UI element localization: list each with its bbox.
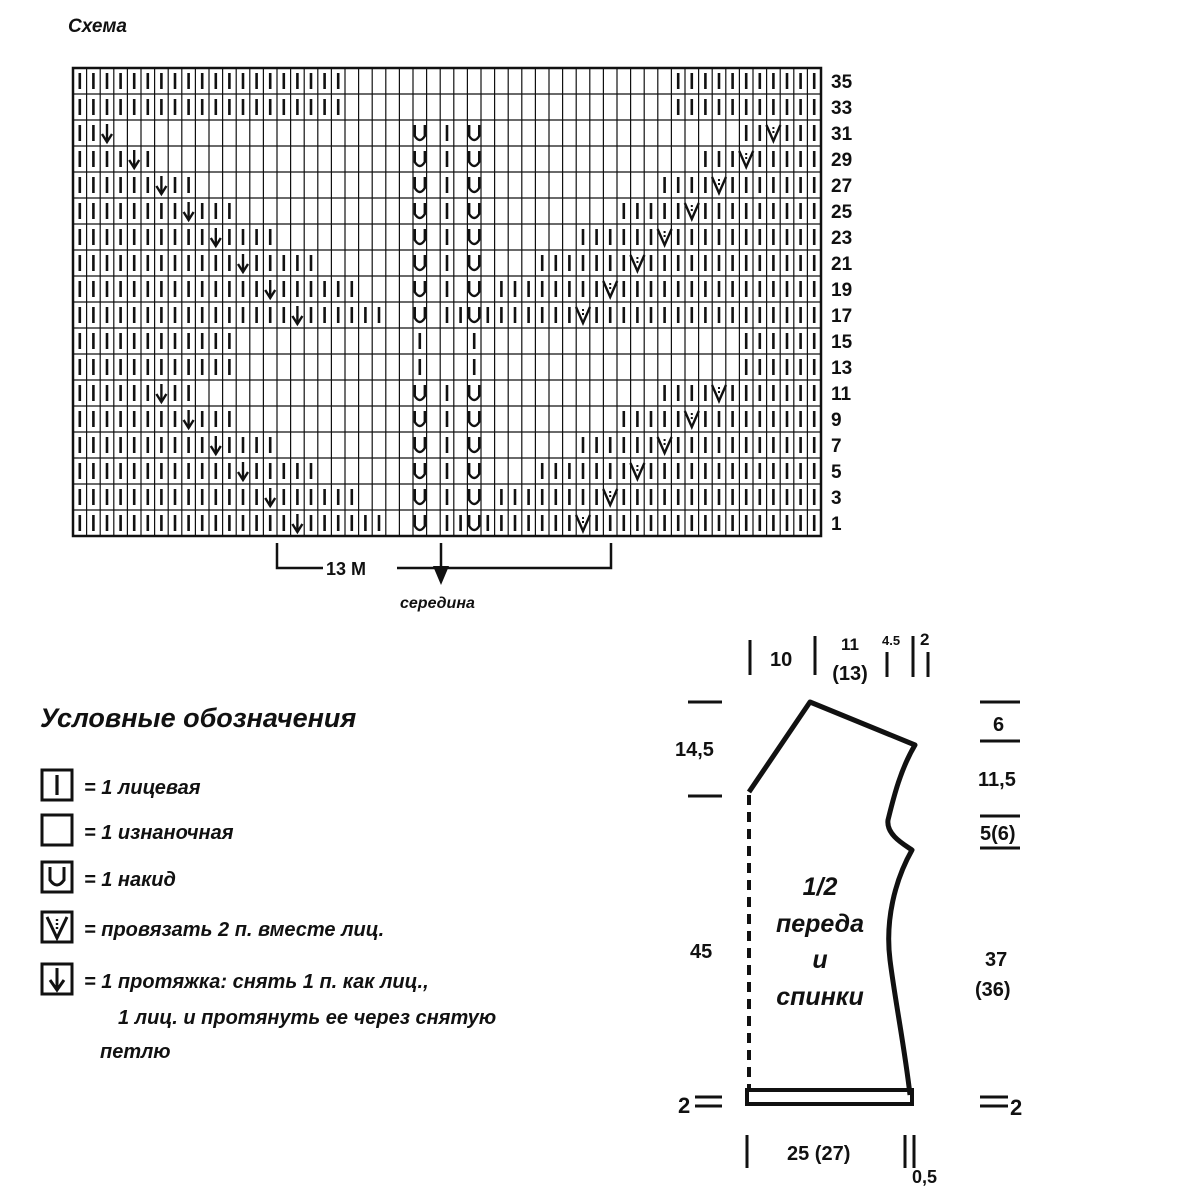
legend-text-line3: петлю xyxy=(100,1041,171,1063)
yarn-over-stitch xyxy=(469,255,479,270)
yarn-over-stitch xyxy=(415,463,425,478)
yarn-over-stitch xyxy=(469,411,479,426)
yarn-over-stitch xyxy=(415,229,425,244)
row-label: 11 xyxy=(831,384,852,405)
k2tog-stitch xyxy=(576,307,590,323)
ssk-stitch xyxy=(184,410,194,428)
ssk-stitch xyxy=(156,176,166,194)
legend-item-yarn-over xyxy=(42,862,176,892)
bottom-dimensions xyxy=(747,1135,937,1187)
bottom-dim-extra: 0,5 xyxy=(912,1167,938,1187)
yarn-over-stitch xyxy=(415,255,425,270)
legend-title: Условные обозначения xyxy=(40,703,357,733)
right-dim-neck: 6 xyxy=(993,714,1005,736)
yarn-over-stitch xyxy=(469,281,479,296)
k2tog-stitch xyxy=(630,463,644,479)
yarn-over-stitch xyxy=(469,151,479,166)
k2tog-stitch xyxy=(685,411,699,427)
purl-icon xyxy=(42,815,72,845)
row-label: 7 xyxy=(831,436,842,457)
legend-item-purl xyxy=(42,815,234,845)
k2tog-stitch xyxy=(658,229,672,245)
yarn-over-stitch xyxy=(415,151,425,166)
row-label: 29 xyxy=(831,150,853,171)
row-label: 17 xyxy=(831,306,853,327)
left-dim-hem: 2 xyxy=(678,1093,691,1118)
row-label: 1 xyxy=(831,514,842,535)
repeat-label: 13 М xyxy=(326,559,367,579)
legend-item-ssk xyxy=(42,964,496,1063)
yarn-over-stitch xyxy=(469,385,479,400)
right-dim-side-alt: (36) xyxy=(975,979,1011,1001)
piece-label-3: и xyxy=(812,946,828,974)
row-label: 33 xyxy=(831,98,853,119)
ssk-stitch xyxy=(238,254,248,272)
yarn-over-stitch xyxy=(415,177,425,192)
row-label: 15 xyxy=(831,332,853,353)
legend-item-k2tog xyxy=(42,912,384,942)
left-dim-shoulder: 14,5 xyxy=(675,739,714,761)
top-dimensions xyxy=(750,630,929,685)
legend-text: = 1 протяжка: снять 1 п. как лиц., xyxy=(84,971,429,993)
yarn-over-icon xyxy=(42,862,72,892)
ssk-stitch xyxy=(156,384,166,402)
right-dim-arm-upper: 11,5 xyxy=(978,769,1016,791)
yarn-over-stitch xyxy=(469,177,479,192)
top-dim-2: 11 xyxy=(841,635,859,654)
yarn-over-stitch xyxy=(415,411,425,426)
legend-text-line2: 1 лиц. и протянуть ее через снятую xyxy=(118,1007,497,1029)
legend xyxy=(42,770,496,1063)
yarn-over-stitch xyxy=(469,229,479,244)
ssk-stitch xyxy=(238,462,248,480)
row-label: 19 xyxy=(831,280,853,301)
legend-item-knit xyxy=(42,770,201,800)
k2tog-stitch xyxy=(576,515,590,531)
k2tog-stitch xyxy=(603,281,617,297)
piece-label-2: переда xyxy=(775,910,865,938)
center-label: середина xyxy=(400,595,475,612)
center-arrow xyxy=(433,543,449,585)
ssk-stitch xyxy=(292,514,302,532)
row-label: 3 xyxy=(831,488,842,509)
ssk-stitch xyxy=(184,202,194,220)
top-dim-1: 10 xyxy=(770,649,793,671)
yarn-over-stitch xyxy=(415,437,425,452)
row-labels xyxy=(831,72,853,535)
chart-title: Схема xyxy=(68,16,128,37)
row-label: 9 xyxy=(831,410,842,431)
bottom-dim-width: 25 (27) xyxy=(787,1143,851,1165)
row-label: 31 xyxy=(831,124,853,145)
k2tog-stitch xyxy=(685,203,699,219)
k2tog-stitch xyxy=(739,151,753,167)
yarn-over-stitch xyxy=(415,125,425,140)
right-dim-side: 37 xyxy=(985,949,1008,971)
yarn-over-stitch xyxy=(415,203,425,218)
ssk-stitch xyxy=(102,124,112,142)
k2tog-stitch xyxy=(766,125,780,141)
row-label: 23 xyxy=(831,228,853,249)
top-dim-2-alt: (13) xyxy=(832,663,868,685)
row-label: 35 xyxy=(831,72,853,93)
right-dim-hem: 2 xyxy=(1010,1095,1023,1120)
top-dim-3: 4.5 xyxy=(882,633,901,648)
left-dimensions xyxy=(675,702,722,1118)
piece-label-4: спинки xyxy=(776,983,864,1011)
row-label: 27 xyxy=(831,176,853,197)
row-label: 21 xyxy=(831,254,853,275)
yarn-over-stitch xyxy=(469,515,479,530)
ssk-stitch xyxy=(211,436,221,454)
top-dim-4: 2 xyxy=(920,630,930,649)
ssk-stitch xyxy=(129,150,139,168)
yarn-over-stitch xyxy=(415,385,425,400)
k2tog-stitch xyxy=(603,489,617,505)
yarn-over-stitch xyxy=(469,125,479,140)
row-label: 5 xyxy=(831,462,842,483)
legend-text: = 1 изнаночная xyxy=(84,822,234,844)
ssk-stitch xyxy=(292,306,302,324)
left-dim-body: 45 xyxy=(690,941,713,963)
yarn-over-stitch xyxy=(415,515,425,530)
legend-text: = 1 лицевая xyxy=(84,777,201,799)
hem-band xyxy=(747,1090,912,1104)
k2tog-stitch xyxy=(630,255,644,271)
legend-text: = провязать 2 п. вместе лиц. xyxy=(84,919,385,941)
legend-text: = 1 накид xyxy=(84,869,176,891)
k2tog-stitch xyxy=(658,437,672,453)
ssk-stitch xyxy=(265,488,275,506)
yarn-over-stitch xyxy=(469,203,479,218)
yarn-over-stitch xyxy=(415,489,425,504)
k2tog-stitch xyxy=(712,177,726,193)
ssk-stitch xyxy=(211,228,221,246)
right-dimensions xyxy=(975,702,1022,1120)
ssk-stitch xyxy=(265,280,275,298)
yarn-over-stitch xyxy=(469,463,479,478)
yarn-over-stitch xyxy=(469,489,479,504)
piece-label-1: 1/2 xyxy=(802,873,838,901)
yarn-over-stitch xyxy=(469,437,479,452)
yarn-over-stitch xyxy=(415,281,425,296)
yarn-over-stitch xyxy=(469,307,479,322)
garment-pattern xyxy=(747,702,915,1104)
yarn-over-stitch xyxy=(415,307,425,322)
row-label: 13 xyxy=(831,358,853,379)
row-label: 25 xyxy=(831,202,853,223)
right-dim-arm-lower: 5(6) xyxy=(980,823,1016,845)
k2tog-stitch xyxy=(712,385,726,401)
stitch-chart-grid xyxy=(73,68,821,536)
